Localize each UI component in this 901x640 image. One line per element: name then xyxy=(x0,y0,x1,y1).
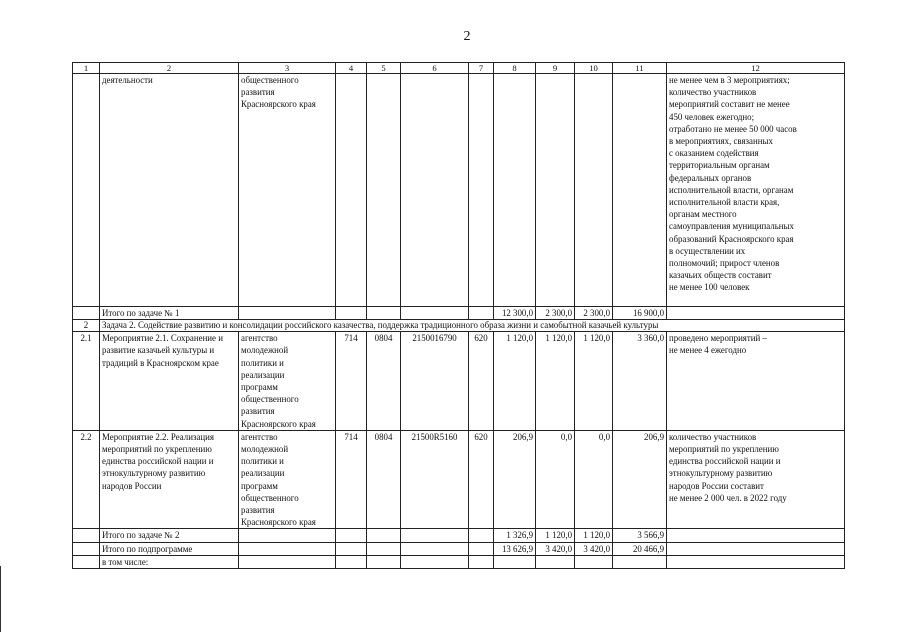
target-article-code: 21500R5160 xyxy=(401,430,469,529)
value-cell: 16 900,0 xyxy=(613,307,667,320)
measure-row xyxy=(73,430,845,529)
grbs-code: 714 xyxy=(336,430,367,529)
expected-result-cell: не менее чем в 3 мероприятиях; количество участников мероприятий составит не менее 450 человек ежегодно; отработано не менее 50 000 часов в мероприятиях, связанных с оказанием содействия территориальным органам федеральных органов исполнительной власти, органам исполнительной власти края, органам местного самоуправления муниципальных образований Красноярского края в осуществлении их полномочий; прирост членов казачьих обществ составит не менее 100 человек xyxy=(667,74,845,307)
value-cell: 1 326,9 xyxy=(494,529,536,542)
expense-type-code: 620 xyxy=(469,332,494,431)
expected-result-cell: проведено мероприятий – не менее 4 ежегодно xyxy=(667,332,845,431)
expense-type-code: 620 xyxy=(469,430,494,529)
section-code: 0804 xyxy=(367,332,401,431)
column-number: 9 xyxy=(536,63,575,74)
budget-table xyxy=(72,62,845,569)
column-number: 10 xyxy=(575,63,613,74)
column-number: 1 xyxy=(73,63,100,74)
measure-number: 2.2 xyxy=(73,430,100,529)
column-number-row xyxy=(73,63,845,74)
including-row xyxy=(73,555,845,568)
column-number: 8 xyxy=(494,63,536,74)
measure-name-cell: Мероприятие 2.1. Сохранение и развитие казачьей культуры и традиций в Красноярском крае xyxy=(100,332,239,431)
executor-cell: общественного развития Красноярского края xyxy=(239,74,336,307)
value-cell: 1 120,0 xyxy=(536,332,575,431)
executor-cell: агентство молодежной политики и реализации программ общественного развития Красноярского края xyxy=(239,430,336,529)
value-cell: 20 466,9 xyxy=(613,542,667,555)
measure-row xyxy=(73,332,845,431)
scan-margin-line xyxy=(0,566,1,632)
value-cell: 0,0 xyxy=(536,430,575,529)
task-number: 2 xyxy=(73,320,100,332)
task-title: Задача 2. Содействие развитию и консолидации российского казачества, поддержка традиционного образа жизни и самобытной казачьей культуры xyxy=(100,320,845,332)
column-number: 11 xyxy=(613,63,667,74)
including-label: в том числе: xyxy=(100,555,239,568)
value-cell: 1 120,0 xyxy=(494,332,536,431)
value-cell: 0,0 xyxy=(575,430,613,529)
section-code: 0804 xyxy=(367,430,401,529)
value-cell: 3 360,0 xyxy=(613,332,667,431)
value-cell: 2 300,0 xyxy=(536,307,575,320)
column-number: 2 xyxy=(100,63,239,74)
subprogram-total-row xyxy=(73,542,845,555)
value-cell: 1 120,0 xyxy=(575,332,613,431)
value-cell: 1 120,0 xyxy=(536,529,575,542)
total-label: Итого по подпрограмме xyxy=(100,542,239,555)
column-number: 12 xyxy=(667,63,845,74)
task1-total-row xyxy=(73,307,845,320)
value-cell: 12 300,0 xyxy=(494,307,536,320)
executor-cell: агентство молодежной политики и реализации программ общественного развития Красноярского края xyxy=(239,332,336,431)
value-cell: 3 420,0 xyxy=(575,542,613,555)
expected-result-cell: количество участников мероприятий по укреплению единства российской нации и этнокультурному развитию народов России составит не менее 2 000 чел. в 2022 году xyxy=(667,430,845,529)
column-number: 6 xyxy=(401,63,469,74)
column-number: 4 xyxy=(336,63,367,74)
value-cell: 3 566,9 xyxy=(613,529,667,542)
task2-heading-row xyxy=(73,320,845,332)
value-cell: 13 626,9 xyxy=(494,542,536,555)
value-cell: 3 420,0 xyxy=(536,542,575,555)
value-cell: 2 300,0 xyxy=(575,307,613,320)
column-number: 7 xyxy=(469,63,494,74)
continued-measure-row xyxy=(73,74,845,307)
value-cell: 206,9 xyxy=(613,430,667,529)
measure-name-cell: деятельности xyxy=(100,74,239,307)
grbs-code: 714 xyxy=(336,332,367,431)
value-cell: 1 120,0 xyxy=(575,529,613,542)
value-cell: 206,9 xyxy=(494,430,536,529)
measure-name-cell: Мероприятие 2.2. Реализация мероприятий по укреплению единства российской нации и этнокультурному развитию народов России xyxy=(100,430,239,529)
measure-number: 2.1 xyxy=(73,332,100,431)
target-article-code: 2150016790 xyxy=(401,332,469,431)
total-label: Итого по задаче № 1 xyxy=(100,307,239,320)
task2-total-row xyxy=(73,529,845,542)
total-label: Итого по задаче № 2 xyxy=(100,529,239,542)
column-number: 5 xyxy=(367,63,401,74)
page-number: 2 xyxy=(463,29,471,44)
column-number: 3 xyxy=(239,63,336,74)
